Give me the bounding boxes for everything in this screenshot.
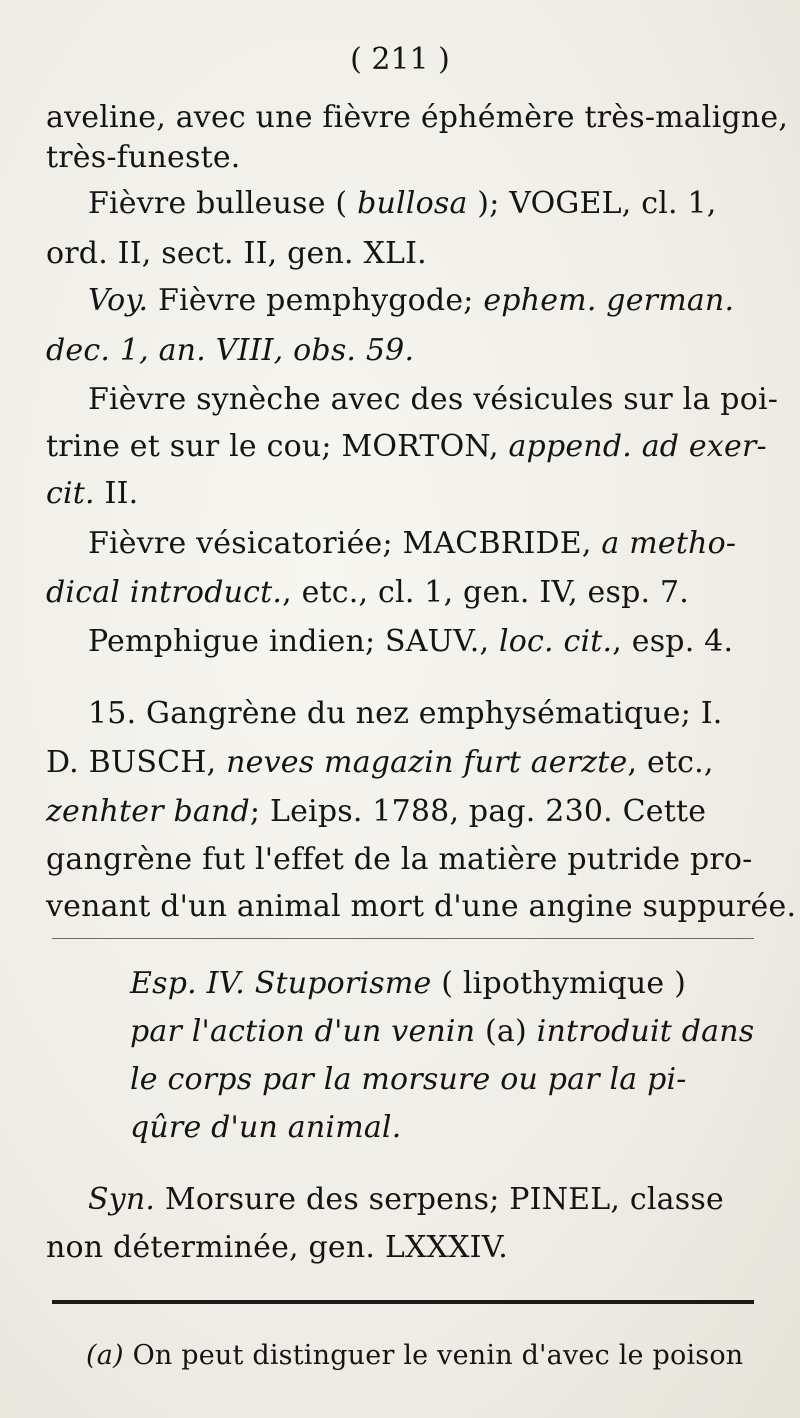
text-run: Pemphigue indien; SAUV., <box>88 624 490 659</box>
text-line-9 <box>46 474 138 514</box>
text-run-italic: Esp. IV. <box>130 966 245 1001</box>
text-line-20 <box>130 1060 687 1100</box>
footnote-line <box>86 1336 743 1376</box>
text-run-italic: introduit dans <box>536 1014 755 1049</box>
section-divider <box>52 938 754 939</box>
text-run-italic: a metho- <box>601 526 737 561</box>
text-line-19 <box>130 1012 754 1052</box>
text-line-7 <box>88 380 778 420</box>
text-run-italic: ephem. german. <box>483 283 735 318</box>
text-line-23 <box>46 1228 508 1268</box>
text-run: très-funeste. <box>46 140 241 175</box>
text-run: II. <box>104 476 139 511</box>
text-run-italic: bullosa <box>357 186 468 221</box>
text-line-12 <box>88 622 733 662</box>
text-run: 15. Gangrène du nez emphysématique; I. <box>88 696 723 731</box>
text-run: non déterminée, gen. LXXXIV. <box>46 1230 509 1265</box>
text-line-3 <box>88 184 717 224</box>
text-run: , esp. 4. <box>612 624 734 659</box>
text-run-italic: Stuporisme <box>254 966 432 1001</box>
text-line-11 <box>46 573 689 613</box>
text-run: Fièvre pemphygode; <box>158 283 474 318</box>
text-line-6 <box>46 331 414 371</box>
text-run-italic: dec. 1, an. VIII, obs. 59. <box>46 333 415 368</box>
text-run-italic: qûre d'un animal. <box>130 1110 402 1145</box>
text-run-italic: loc. cit. <box>498 624 613 659</box>
text-run: Morsure des serpens; PINEL, classe <box>164 1182 724 1217</box>
text-line-16 <box>46 840 753 880</box>
text-line-4 <box>46 234 427 274</box>
text-line-8 <box>46 427 767 467</box>
text-run: D. BUSCH, <box>46 745 217 780</box>
text-line-13 <box>88 694 723 734</box>
text-run: ; Leips. 1788, pag. 230. Cette <box>249 794 707 829</box>
text-run: ); VOGEL, cl. 1, <box>477 186 717 221</box>
text-run-italic: le corps par la morsure ou par la pi- <box>130 1062 687 1097</box>
text-run-italic: Syn. <box>88 1182 156 1217</box>
text-line-14 <box>46 743 714 783</box>
text-line-2 <box>46 138 241 178</box>
text-line-22 <box>88 1180 724 1220</box>
text-run-italic: Voy. <box>88 283 149 318</box>
text-run: Fièvre bulleuse ( <box>88 186 348 221</box>
text-run-italic: neves magazin furt aerzte <box>226 745 628 780</box>
text-line-21 <box>130 1108 401 1148</box>
text-run-italic: zenhter band <box>46 794 250 829</box>
text-run: venant d'un animal mort d'une angine suppurée. <box>46 889 797 924</box>
page-number: ( 211 ) <box>350 42 450 77</box>
footnote-marker: (a) <box>86 1340 124 1371</box>
footnote-ref: (a) <box>485 1014 527 1049</box>
text-run: ( lipothymique ) <box>441 966 687 1001</box>
text-line-10 <box>88 524 736 564</box>
text-run-italic: append. ad exer- <box>508 429 767 464</box>
text-run: ord. II, sect. II, gen. XLI. <box>46 236 427 271</box>
text-run: , etc., <box>627 745 714 780</box>
text-run: trine et sur le cou; MORTON, <box>46 429 499 464</box>
text-run: Fièvre synèche avec des vésicules sur la poi- <box>88 382 779 417</box>
text-run: Fièvre vésicatoriée; MACBRIDE, <box>88 526 592 561</box>
text-line-18 <box>130 964 686 1004</box>
text-run-italic: par l'action d'un venin <box>130 1014 476 1049</box>
text-line-1 <box>46 98 788 138</box>
text-run-italic: dical introduct. <box>46 575 283 610</box>
text-line-17 <box>46 887 796 927</box>
text-run: , etc., cl. 1, gen. IV, esp. 7. <box>282 575 689 610</box>
text-run: aveline, avec une fièvre éphémère très-maligne, <box>46 100 789 135</box>
text-line-15 <box>46 792 706 832</box>
text-run: gangrène fut l'effet de la matière putride pro- <box>46 842 753 877</box>
text-run-italic: cit. <box>46 476 95 511</box>
footnote-rule <box>52 1300 754 1304</box>
text-run: On peut distinguer le venin d'avec le poison <box>132 1340 744 1371</box>
text-line-5 <box>88 281 734 321</box>
